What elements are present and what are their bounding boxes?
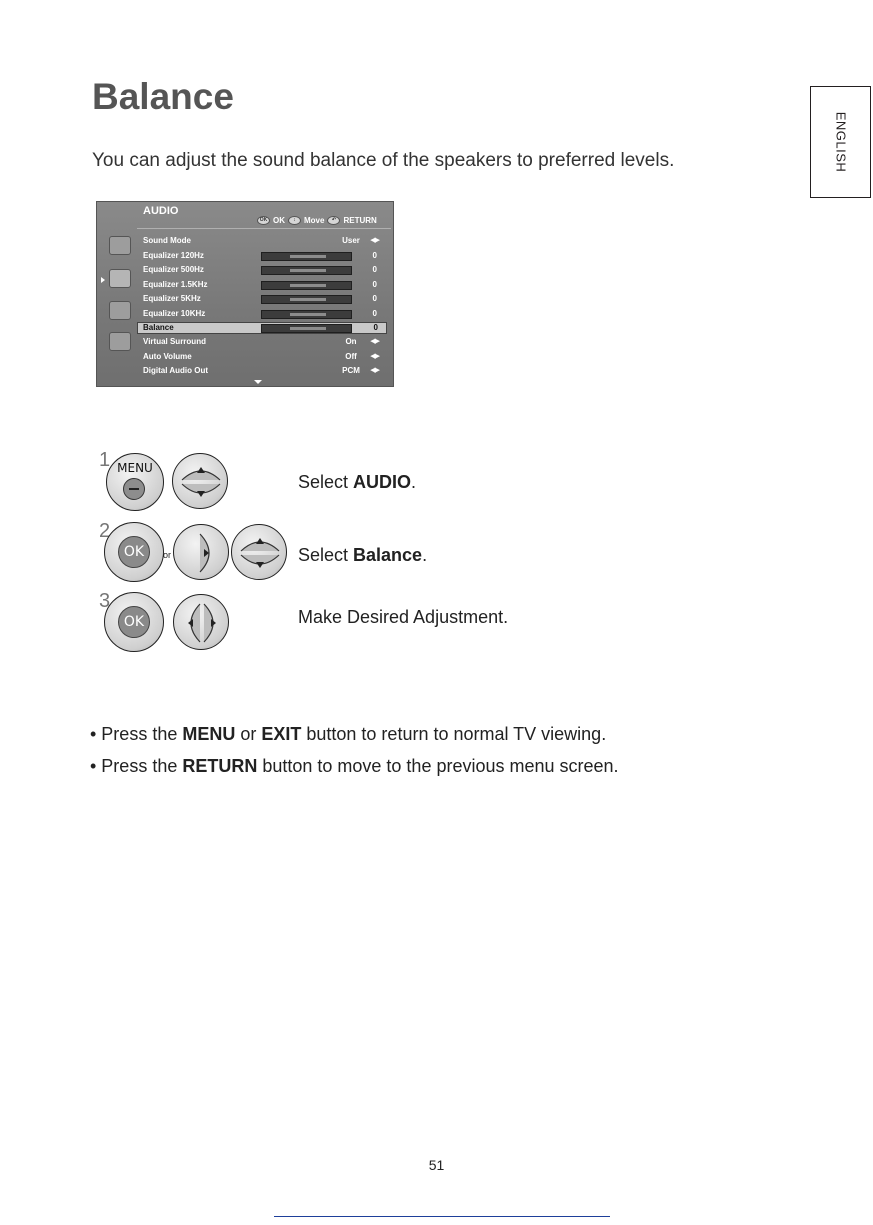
level-bar (261, 324, 352, 333)
scroll-down-icon (254, 380, 262, 384)
right-button (173, 524, 229, 580)
option-value: User (342, 236, 360, 245)
step-2-instruction: Select Balance. (298, 545, 428, 565)
level-value: 0 (373, 323, 378, 332)
osd-row-auto-volume (143, 352, 389, 364)
ok-button-label: OK (118, 606, 150, 638)
left-right-arrows-icon: ◀▶ (370, 237, 379, 244)
level-bar (261, 281, 352, 290)
step-number: 2 (99, 520, 111, 542)
left-right-arrows-icon (174, 595, 230, 651)
option-value: On (345, 337, 357, 346)
option-category-icon (109, 332, 131, 351)
menu-key-icon (123, 478, 145, 500)
level-bar (261, 252, 352, 261)
level-value: 0 (372, 265, 377, 274)
osd-row-label: Sound Mode (143, 236, 191, 245)
osd-row-balance (137, 322, 387, 334)
step-number: 1 (99, 449, 111, 471)
menu-button (106, 453, 164, 511)
up-down-arrows-icon (232, 525, 288, 581)
up-down-arrows-icon (173, 454, 229, 510)
menu-button-label: MENU (117, 461, 153, 475)
level-value: 0 (372, 250, 377, 260)
osd-row-virtual-surround (143, 337, 389, 349)
return-hint-label: RETURN (343, 216, 377, 225)
move-hint-icon: ↕ (288, 216, 301, 225)
or-label: or (163, 550, 172, 560)
language-tab (810, 86, 871, 198)
osd-row-equalizer-120hz (143, 251, 389, 263)
level-value: 0 (372, 308, 377, 318)
language-label: ENGLISH (833, 111, 848, 173)
ok-hint-label: OK (273, 216, 285, 225)
osd-row-sound-mode (143, 236, 389, 248)
osd-title: AUDIO (143, 205, 179, 217)
category-pointer-icon (101, 277, 105, 283)
audio-osd-menu (96, 201, 394, 387)
intro-text: You can adjust the sound balance of the speakers to preferred levels. (92, 150, 675, 171)
up-down-button (231, 524, 287, 580)
page-number: 51 (428, 1157, 445, 1173)
osd-row-equalizer-500hz (143, 265, 389, 277)
osd-row-label: Digital Audio Out (143, 366, 209, 375)
osd-row-label: Balance (143, 323, 174, 332)
left-right-arrows-icon: ◀▶ (370, 353, 379, 360)
ok-button (104, 592, 164, 652)
osd-row-digital-audio-out (143, 366, 389, 378)
osd-row-label: Equalizer 1.5KHz (143, 279, 208, 289)
option-value: PCM (342, 366, 360, 375)
osd-row-label: Virtual Surround (143, 337, 206, 346)
note-menu-exit: • Press the MENU or EXIT button to return to normal TV viewing. (90, 724, 607, 744)
osd-divider (137, 228, 391, 229)
osd-row-label: Auto Volume (143, 352, 192, 361)
audio-category-icon (109, 269, 131, 288)
time-category-icon (109, 301, 131, 320)
step-3-instruction: Make Desired Adjustment. (298, 607, 509, 627)
osd-row-label: Equalizer 120Hz (143, 250, 204, 260)
osd-row-equalizer-10khz (143, 309, 389, 321)
osd-row-label: Equalizer 10KHz (143, 308, 206, 318)
level-bar (261, 295, 352, 304)
level-bar (261, 310, 352, 319)
move-hint-label: Move (304, 216, 325, 225)
osd-row-label: Equalizer 500Hz (143, 265, 204, 274)
osd-row-label: Equalizer 5KHz (143, 294, 201, 303)
option-value: Off (345, 352, 357, 361)
level-value: 0 (372, 294, 377, 303)
right-arrow-icon (174, 525, 230, 581)
footer-rule (274, 1216, 610, 1217)
step-number: 3 (99, 590, 111, 612)
note-return: • Press the RETURN button to move to the previous menu screen. (90, 756, 619, 776)
level-bar (261, 266, 352, 275)
step-1-instruction: Select AUDIO. (298, 472, 417, 492)
page-title: Balance (92, 76, 234, 117)
ok-button (104, 522, 164, 582)
left-right-button (173, 594, 229, 650)
ok-hint-icon: OK (257, 216, 270, 225)
osd-row-equalizer-1-5khz (143, 280, 389, 292)
osd-row-equalizer-5khz (143, 294, 389, 306)
osd-hints (257, 216, 377, 225)
picture-category-icon (109, 236, 131, 255)
left-right-arrows-icon: ◀▶ (370, 367, 379, 374)
left-right-arrows-icon: ◀▶ (370, 338, 379, 345)
return-hint-icon: ↶ (327, 216, 340, 225)
up-down-button (172, 453, 228, 509)
ok-button-label: OK (118, 536, 150, 568)
level-value: 0 (372, 279, 377, 289)
